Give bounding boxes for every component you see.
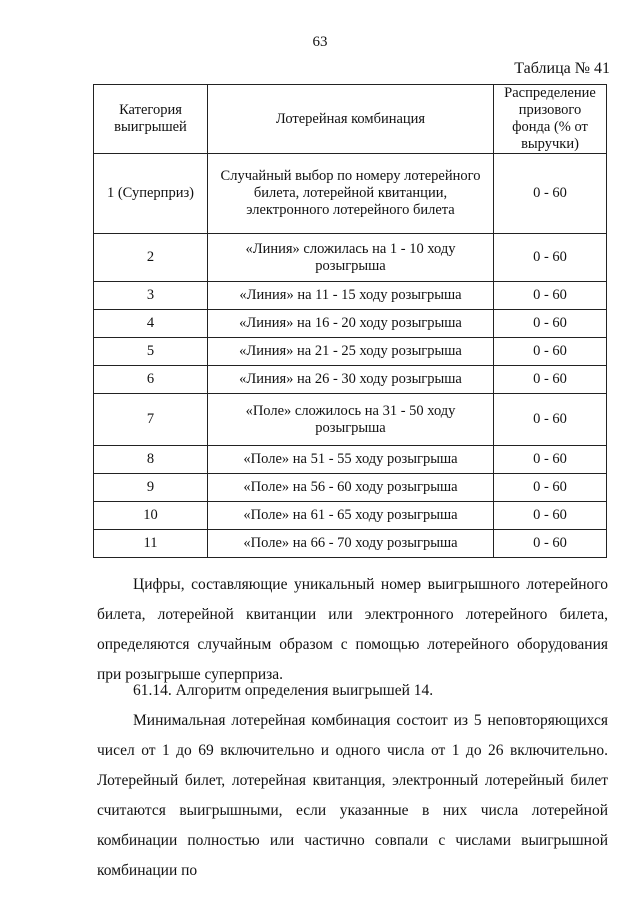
table-row <box>94 502 607 530</box>
share-cell: 0 - 60 <box>494 394 607 446</box>
table-row <box>94 394 607 446</box>
table-header-row <box>94 85 607 154</box>
page-number: 63 <box>312 34 328 50</box>
category-cell: 8 <box>94 446 208 474</box>
table-row <box>94 338 607 366</box>
table-row <box>94 446 607 474</box>
category-cell: 4 <box>94 310 208 338</box>
combination-cell: Случайный выбор по номеру лотерейного билета, лотерейной квитанции, электронного лотерейного билета <box>208 154 494 234</box>
table-row <box>94 154 607 234</box>
paragraph-winning-number <box>97 570 608 690</box>
table-row <box>94 310 607 338</box>
combination-cell: «Линия» сложилась на 1 - 10 ходу розыгрыша <box>208 234 494 282</box>
category-cell: 11 <box>94 530 208 558</box>
paragraph-text: Цифры, составляющие уникальный номер выигрышного лотерейного билета, лотерейной квитанции или электронного лотерейного билета, определяются случайным образом с помощью лотерейного оборудования при розыгрыше суперприза. <box>97 576 608 683</box>
table-row <box>94 366 607 394</box>
share-cell: 0 - 60 <box>494 338 607 366</box>
share-cell: 0 - 60 <box>494 502 607 530</box>
combination-cell: «Поле» на 61 - 65 ходу розыгрыша <box>208 502 494 530</box>
combination-cell: «Линия» на 16 - 20 ходу розыгрыша <box>208 310 494 338</box>
combination-cell: «Линия» на 21 - 25 ходу розыгрыша <box>208 338 494 366</box>
paragraph-minimal-combination <box>97 706 608 886</box>
table-row <box>94 282 607 310</box>
table-row <box>94 474 607 502</box>
combination-cell: «Линия» на 26 - 30 ходу розыгрыша <box>208 366 494 394</box>
table-label: Таблица № 41 <box>514 60 610 77</box>
header-category: Категория выигрышей <box>94 85 208 154</box>
share-cell: 0 - 60 <box>494 310 607 338</box>
category-cell: 6 <box>94 366 208 394</box>
section-heading: 61.14. Алгоритм определения выигрышей 14. <box>133 682 434 699</box>
header-combination: Лотерейная комбинация <box>208 85 494 154</box>
category-cell: 3 <box>94 282 208 310</box>
category-cell: 1 (Суперприз) <box>94 154 208 234</box>
share-cell: 0 - 60 <box>494 234 607 282</box>
category-cell: 9 <box>94 474 208 502</box>
share-cell: 0 - 60 <box>494 282 607 310</box>
share-cell: 0 - 60 <box>494 474 607 502</box>
category-cell: 2 <box>94 234 208 282</box>
header-prize-share: Распределение призового фонда (% от выручки) <box>494 85 607 154</box>
table-row <box>94 530 607 558</box>
combination-cell: «Поле» на 51 - 55 ходу розыгрыша <box>208 446 494 474</box>
share-cell: 0 - 60 <box>494 530 607 558</box>
prize-distribution-table <box>93 84 607 558</box>
paragraph-section-heading <box>97 676 608 706</box>
share-cell: 0 - 60 <box>494 446 607 474</box>
combination-cell: «Поле» на 66 - 70 ходу розыгрыша <box>208 530 494 558</box>
combination-cell: «Поле» на 56 - 60 ходу розыгрыша <box>208 474 494 502</box>
share-cell: 0 - 60 <box>494 366 607 394</box>
category-cell: 7 <box>94 394 208 446</box>
category-cell: 5 <box>94 338 208 366</box>
combination-cell: «Поле» сложилось на 31 - 50 ходу розыгрыша <box>208 394 494 446</box>
share-cell: 0 - 60 <box>494 154 607 234</box>
combination-cell: «Линия» на 11 - 15 ходу розыгрыша <box>208 282 494 310</box>
category-cell: 10 <box>94 502 208 530</box>
paragraph-text: Минимальная лотерейная комбинация состоит из 5 неповторяющихся чисел от 1 до 69 включительно и одного числа от 1 до 26 включительно. Лотерейный билет, лотерейная квитанция, электронный лотерейный билет считаются выигрышными, если указанные в них числа лотерейной комбинации полностью или частично совпали с числами выигрышной комбинации по <box>97 712 608 879</box>
table-row <box>94 234 607 282</box>
